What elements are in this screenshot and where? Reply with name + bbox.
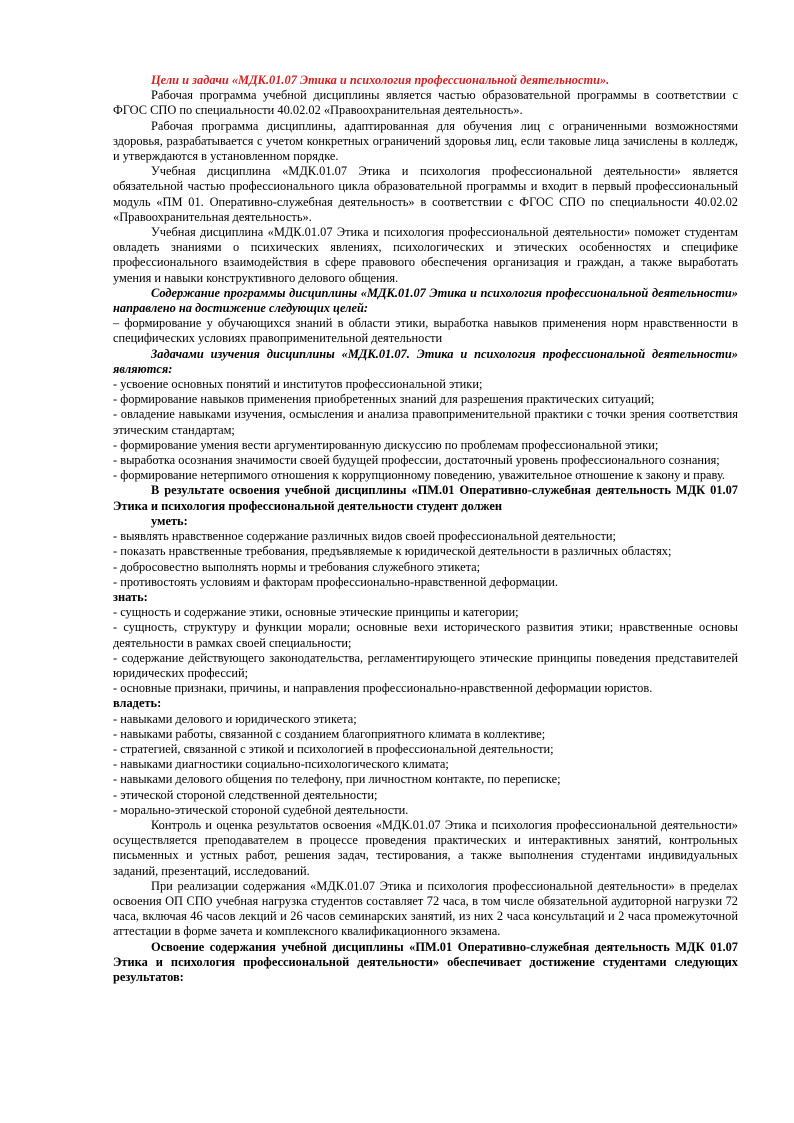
list-item: - показать нравственные требования, предъявляемые к юридической деятельности в различных областях; <box>113 544 672 559</box>
umet-list <box>113 529 738 590</box>
list-item: - навыками делового общения по телефону, при личностном контакте, по переписке; <box>113 772 561 787</box>
list-item: - выработка осознания значимости своей будущей профессии, достаточный уровень профессионального сознания; <box>113 453 720 468</box>
paragraph-1: Рабочая программа учебной дисциплины является частью образовательной программы в соответствии с ФГОС СПО по специальности 40.02.02 «Правоохранительная деятельность». <box>113 88 738 118</box>
list-item: - навыками диагностики социально-психологического климата; <box>113 757 449 772</box>
paragraph-2: Рабочая программа дисциплины, адаптированная для обучения лиц с ограниченными возможностями здоровья, разрабатывается с учетом конкретных ограничений здоровья лиц, если таковые лица зачислены в колледж, и утверждаются в установленном порядке. <box>113 118 738 164</box>
list-item: - выявлять нравственное содержание различных видов своей профессиональной деятельности; <box>113 529 616 544</box>
tasks-list <box>113 377 738 483</box>
tasks-heading: Задачами изучения дисциплины «МДК.01.07. Этика и психология профессиональной деятельности» являются: <box>113 346 738 376</box>
document-title: Цели и задачи «МДК.01.07 Этика и психология профессиональной деятельности». <box>151 73 610 87</box>
list-item: - овладение навыками изучения, осмысления и анализа правоприменительной практики с точки зрения соответствия этическим стандартам; <box>113 407 738 437</box>
list-item: - навыками работы, связанной с созданием благоприятного климата в коллективе; <box>113 726 546 741</box>
goal-item: – формирование у обучающихся знаний в области этики, выработка навыков применения норм нравственности в специфических условиях правоприменительной деятельности <box>113 316 738 346</box>
paragraph-5: Контроль и оценка результатов освоения «МДК.01.07 Этика и психология профессиональной деятельности» осуществляется преподавателем в процессе проведения практических и интерактивных занятий, контрольных письменных и устных работ, решения задач, тестирования, а также выполнения студентами индивидуальных заданий, презентаций, исследований. <box>113 817 738 878</box>
list-item: - основные признаки, причины, и направления профессионально-нравственной деформации юристов. <box>113 681 653 696</box>
document-page <box>113 73 738 985</box>
paragraph-3: Учебная дисциплина «МДК.01.07 Этика и психология профессиональной деятельности» является обязательной частью профессионального цикла образовательной программы и входит в первый профессиональный модуль «ПМ 01. Оперативно-служебная деятельность» в соответствии с ФГОС СПО по специальности 40.02.02 «Правоохранительная деятельность». <box>113 164 738 224</box>
list-item: - этической стороной следственной деятельности; <box>113 787 378 802</box>
list-item: - морально-этической стороной судебной деятельности. <box>113 802 409 817</box>
list-item: - сущность, структуру и функции морали; основные вехи исторического развития этики; нравственные основы деятельности в рамках своей специальности; <box>113 620 738 650</box>
list-item: - сущность и содержание этики, основные этические принципы и категории; <box>113 605 519 620</box>
content-heading: Содержание программы дисциплины «МДК.01.07 Этика и психология профессиональной деятельности» направлено на достижение следующих целей: <box>113 285 738 316</box>
list-item: - навыками делового и юридического этикета; <box>113 711 357 726</box>
list-item: - формирование умения вести аргументированную дискуссию по проблемам профессиональной этики; <box>113 437 659 452</box>
vladet-label: владеть: <box>113 696 162 711</box>
paragraph-4: Учебная дисциплина «МДК.01.07 Этика и психология профессиональной деятельности» поможет студентам овладеть знаниями о психических явлениях, психологических и этических особенностях и специфике профессионального взаимодействия в сфере правового обеспечения организация и граждан, а также выработать умения и навыки конструктивного делового общения. <box>113 225 738 285</box>
list-item: - противостоять условиям и факторам профессионально-нравственной деформации. <box>113 574 558 589</box>
list-item: - усвоение основных понятий и институтов профессиональной этики; <box>113 377 483 392</box>
list-item: - добросовестно выполнять нормы и требования служебного этикета; <box>113 559 481 574</box>
list-item: - содержание действующего законодательства, регламентирующего этические принципы поведения представителей юридических профессий; <box>113 650 738 680</box>
list-item: - формирование нетерпимого отношения к коррупционному поведению, уважительное отношение к закону и праву. <box>113 468 725 483</box>
znat-label: знать: <box>113 589 148 604</box>
umet-label: уметь: <box>151 513 188 528</box>
znat-list <box>113 605 738 696</box>
final-heading: Освоение содержания учебной дисциплины «ПМ.01 Оперативно-служебная деятельность МДК 01.07 Этика и психология профессиональной деятельности» обеспечивает достижение студентами следующих результатов: <box>113 939 738 984</box>
list-item: - формирование навыков применения приобретенных знаний для разрешения практических ситуаций; <box>113 392 655 407</box>
paragraph-6: При реализации содержания «МДК.01.07 Этика и психология профессиональной деятельности» в пределах освоения ОП СПО учебная нагрузка студентов составляет 72 часа, в том числе обязательной аудиторной нагрузки 72 часа, включая 46 часов лекций и 26 часов семинарских занятий, из них 2 часа консультаций и 2 часа промежуточной аттестации в форме зачета и комплексного квалификационного экзамена. <box>113 878 738 939</box>
list-item: - стратегией, связанной с этикой и психологией в профессиональной деятельности; <box>113 741 554 756</box>
result-heading: В результате освоения учебной дисциплины «ПМ.01 Оперативно-служебная деятельность МДК 01.07 Этика и психология профессиональной деятельности студент должен <box>113 483 738 513</box>
vladet-list <box>113 712 738 818</box>
